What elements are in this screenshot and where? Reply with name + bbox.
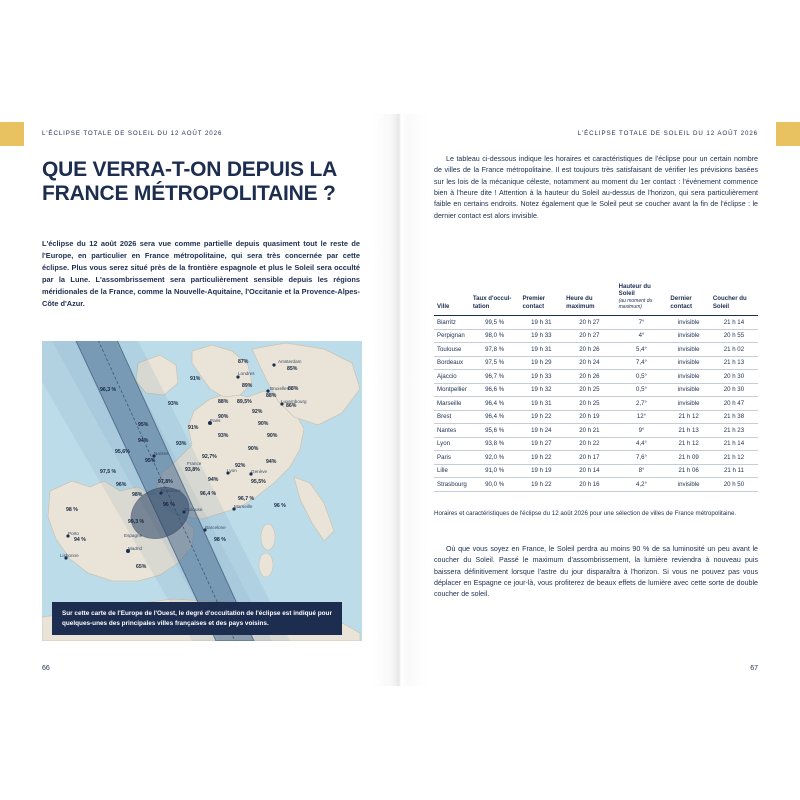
table-cell: 20 h 27 (563, 316, 615, 330)
table-cell: 7,4° (616, 356, 668, 370)
map-occultation-label: 96 % (163, 502, 175, 508)
table-cell: invisible (667, 329, 709, 343)
map-occultation-label: 99,3 % (128, 519, 145, 525)
map-occultation-label: 94% (266, 459, 277, 465)
map-place-label: Marseille (234, 504, 253, 509)
table-cell: 99,5 % (470, 316, 520, 330)
map-occultation-label: 95% (145, 458, 156, 464)
map-place-label: Madrid (128, 546, 143, 551)
table-cell: 20 h 30 (710, 370, 758, 384)
table-cell: 20 h 27 (563, 329, 615, 343)
table-cell: 4° (616, 329, 668, 343)
table-cell-city: Lyon (434, 437, 470, 451)
map-occultation-label: 93% (168, 401, 179, 407)
map-occultation-label: 88% (218, 399, 229, 405)
table-cell: 19 h 22 (519, 410, 563, 424)
table-cell: 91,0 % (470, 464, 520, 478)
map-occultation-label: 94% (208, 477, 219, 483)
map-place-label: Bordeaux (161, 488, 181, 493)
gold-swatch (0, 122, 24, 146)
table-cell: 21 h 02 (710, 343, 758, 357)
table-cell: 21 h 38 (710, 410, 758, 424)
folio-right: 67 (750, 665, 758, 672)
table-col-header: Premier contact (519, 280, 563, 316)
table-cell: 21 h 12 (667, 437, 709, 451)
book-spread (0, 114, 800, 686)
table-col-header: Hauteur du Soleil (au moment du maximum) (616, 280, 668, 316)
table-cell-city: Montpellier (434, 383, 470, 397)
map-occultation-label: 91% (188, 425, 199, 431)
table-cell: 19 h 32 (519, 383, 563, 397)
table-cell: 20 h 47 (710, 397, 758, 411)
table-cell: 19 h 31 (519, 343, 563, 357)
map-occultation-label: 87% (238, 359, 249, 365)
table-row (434, 410, 758, 424)
map-occultation-label: 98% (132, 492, 143, 498)
table-cell: 21 h 09 (667, 451, 709, 465)
table-cell: 21 h 11 (710, 464, 758, 478)
table-cell: invisible (667, 397, 709, 411)
eclipse-table (434, 280, 758, 492)
table-cell: 19 h 33 (519, 370, 563, 384)
table-cell: 21 h 13 (667, 424, 709, 438)
table-cell-city: Lille (434, 464, 470, 478)
map-place-label: Barcelone (205, 525, 226, 530)
table-cell: 20 h 24 (563, 356, 615, 370)
table-cell-city: Strasbourg (434, 478, 470, 492)
map-place-label: Amsterdam (278, 359, 302, 364)
table-cell: 92,0 % (470, 451, 520, 465)
map-place-label: Porto (68, 531, 79, 536)
table-row (434, 397, 758, 411)
map-occultation-label: 65% (136, 564, 147, 570)
paragraph-2: Où que vous soyez en France, le Soleil perdra au moins 90 % de sa luminosité un peu avant le coucher du Soleil. Passé le maximum d'assombrissement, la lumière reviendra à nouveau puis baissera définitivement lorsque l'astre du jour disparaîtra à l'horizon. Si vous ne pouvez pas vous déplacer en Espagne ce jour-là, vous profiterez de beaux effets de lumière avec cette sorte de double coucher de soleil. (434, 545, 758, 599)
table-col-header: Taux d'occul-tation (470, 280, 520, 316)
map-place-label: Toulouse (184, 507, 203, 512)
table-cell: 19 h 27 (519, 437, 563, 451)
table-cell: invisible (667, 370, 709, 384)
table-cell-city: Marseille (434, 397, 470, 411)
map-occultation-label: 95,6% (115, 449, 130, 455)
folio-left: 66 (42, 665, 50, 672)
table-row (434, 478, 758, 492)
map-occultation-label: 93,8% (185, 467, 200, 473)
table-cell: invisible (667, 478, 709, 492)
table-cell: 21 h 12 (667, 410, 709, 424)
table-row (434, 343, 758, 357)
table-cell: 96,7 % (470, 370, 520, 384)
table-cell: 19 h 22 (519, 478, 563, 492)
map-occultation-label: 95,5% (251, 479, 266, 485)
map-place-label: Londres (238, 371, 255, 376)
right-intro-paragraph (434, 154, 758, 230)
map-place-label: Bruxelles (270, 386, 289, 391)
table-cell: invisible (667, 383, 709, 397)
table-cell: 97,8 % (470, 343, 520, 357)
table-cell: 97,5 % (470, 356, 520, 370)
map-occultation-label: 89,5% (237, 399, 252, 405)
map-occultation-label: 85% (287, 366, 298, 372)
table-cell: 20 h 17 (563, 451, 615, 465)
table-cell-city: Ajaccio (434, 370, 470, 384)
table-cell-city: Bordeaux (434, 356, 470, 370)
table-cell-city: Toulouse (434, 343, 470, 357)
map-occultation-label: 94 % (74, 537, 86, 543)
map-occultation-label: 96 % (274, 503, 286, 509)
map-occultation-label: 92% (235, 463, 246, 469)
page-title: QUE VERRA-T-ON DEPUIS LA FRANCE MÉTROPOLITAINE ? (42, 158, 337, 206)
table-cell: invisible (667, 356, 709, 370)
table-cell: 20 h 25 (563, 397, 615, 411)
table-cell-city: Perpignan (434, 329, 470, 343)
map-place-label: Lyon (227, 468, 237, 473)
table-cell: 20 h 50 (710, 478, 758, 492)
map-occultation-label: 88% (288, 386, 299, 392)
table-cell: 0,5° (616, 370, 668, 384)
map-place-label: Espagne (124, 533, 143, 538)
table-cell: 95,6 % (470, 424, 520, 438)
map-place-label: Genève (251, 469, 268, 474)
paragraph-1: Le tableau ci-dessous indique les horaires et caractéristiques de l'éclipse pour un certain nombre de villes de la France métropolitaine. Il est toujours très satisfaisant de vérifier les prévisions basées sur les lois de la mécanique céleste, notamment au moment du 1er contact : l'événement commence bien à l'heure dite ! Attention à la hauteur du Soleil au-dessus de l'horizon, qui sera particulièrement faible en certains endroits. Notez également que le Soleil peut se coucher avant la fin de l'éclipse : le dernier contact est alors invisible. (434, 155, 758, 220)
map-occultation-label: 90% (218, 414, 229, 420)
map-occultation-label: 93% (218, 433, 229, 439)
table-cell: 20 h 19 (563, 410, 615, 424)
map-place-label: Paris (210, 418, 221, 423)
table-cell: 98,0 % (470, 329, 520, 343)
table-col-header: Dernier contact (667, 280, 709, 316)
map-occultation-label: 88% (266, 393, 277, 399)
map-occultation-label: 96,7 % (238, 496, 255, 502)
map-occultation-label: 96% (116, 482, 127, 488)
table-cell-city: Biarritz (434, 316, 470, 330)
map-occultation-label: 96,4 % (200, 491, 217, 497)
table-cell: 96,4 % (470, 410, 520, 424)
table-row (434, 370, 758, 384)
table-cell: 20 h 26 (563, 370, 615, 384)
table-cell: 20 h 22 (563, 437, 615, 451)
gold-swatch-right (776, 122, 800, 146)
running-head-left: L'ÉCLIPSE TOTALE DE SOLEIL DU 12 AOÛT 2026 (42, 130, 223, 137)
map-caption: Sur cette carte de l'Europe de l'Ouest, le degré d'occultation de l'éclipse est indiqué pour quelques-unes des principales villes françaises et des pays voisins. (52, 602, 342, 635)
table-cell: 19 h 24 (519, 424, 563, 438)
table-cell: 2,7° (616, 397, 668, 411)
table-cell: 90,0 % (470, 478, 520, 492)
table-cell: 20 h 21 (563, 424, 615, 438)
map-occultation-label: 92% (252, 409, 263, 415)
left-page (0, 114, 400, 686)
table-cell: invisible (667, 343, 709, 357)
table-cell: 19 h 31 (519, 316, 563, 330)
eclipse-map (42, 341, 362, 641)
map-occultation-label: 94% (138, 438, 149, 444)
table-cell: 12° (616, 410, 668, 424)
table-col-header: Coucher du Soleil (710, 280, 758, 316)
table-cell: invisible (667, 316, 709, 330)
map-place-label: Nantes (154, 451, 169, 456)
table-cell: 21 h 06 (667, 464, 709, 478)
table-row (434, 464, 758, 478)
table-col-header: Ville (434, 280, 470, 316)
table-cell: 19 h 19 (519, 464, 563, 478)
map-occultation-label: 92,7% (202, 454, 217, 460)
table-cell: 7° (616, 316, 668, 330)
table-row (434, 356, 758, 370)
table-cell-city: Nantes (434, 424, 470, 438)
table-cell: 20 h 26 (563, 343, 615, 357)
table-row (434, 437, 758, 451)
map-occultation-label: 86% (286, 403, 297, 409)
table-cell: 21 h 14 (710, 437, 758, 451)
table-cell: 5,4° (616, 343, 668, 357)
intro-paragraph: L'éclipse du 12 août 2026 sera vue comme partielle depuis quasiment tout le reste de l'Europe, en particulier en France métropolitaine, qui sera très concernée par cette éclipse. Plus vous serez situé près de la frontière espagnole et plus le Soleil sera occulté par la Lune. L'assombrissement sera particulièrement sensible depuis les régions méridionales de la France, comme la Nouvelle-Aquitaine, l'Occitanie et la Provence-Alpes-Côte d'Azur. (42, 239, 360, 308)
table-cell: 7,6° (616, 451, 668, 465)
map-occultation-label: 97,5 % (100, 469, 117, 475)
right-page (400, 114, 800, 686)
table-cell: 20 h 25 (563, 383, 615, 397)
table-header-row (434, 280, 758, 316)
table-cell: 20 h 55 (710, 329, 758, 343)
table-cell: 96,6 % (470, 383, 520, 397)
map-occultation-label: 98 % (66, 507, 78, 513)
table-cell: 21 h 12 (710, 451, 758, 465)
table-cell: 96,4 % (470, 397, 520, 411)
table-col-header: Heure du maximum (563, 280, 615, 316)
table-cell: 21 h 14 (710, 316, 758, 330)
map-occultation-label: 95% (138, 422, 149, 428)
closing-block (434, 544, 758, 601)
map-place-label: Lisbonne (60, 553, 79, 558)
table-caption: Horaires et caractéristiques de l'éclipse du 12 août 2026 pour une sélection de villes de France métropolitaine. (434, 510, 737, 517)
table-cell-city: Brest (434, 410, 470, 424)
table-cell: 21 h 23 (710, 424, 758, 438)
table-cell: 4,2° (616, 478, 668, 492)
map-occultation-label: 90% (258, 421, 269, 427)
map-occultation-label: 90% (267, 433, 278, 439)
table-cell-city: Paris (434, 451, 470, 465)
map-occultation-label: 90% (248, 446, 259, 452)
map-occultation-label: 96,3 % (100, 387, 117, 393)
table-cell: 20 h 30 (710, 383, 758, 397)
table-cell: 93,8 % (470, 437, 520, 451)
map-occultation-label: 97,8% (158, 479, 173, 485)
table-row (434, 316, 758, 330)
table-cell: 19 h 31 (519, 397, 563, 411)
map-occultation-label: 93% (176, 441, 187, 447)
table-cell: 21 h 13 (710, 356, 758, 370)
table-cell: 19 h 33 (519, 329, 563, 343)
map-occultation-label: 98 % (214, 537, 226, 543)
map-occultation-label: 89% (242, 383, 253, 389)
map-place-label: France (187, 461, 202, 466)
table-row (434, 451, 758, 465)
table-col-note: (au moment du maximum) (618, 297, 653, 310)
table-body (434, 316, 758, 492)
table-cell: 19 h 29 (519, 356, 563, 370)
table-cell: 4,4° (616, 437, 668, 451)
table-cell: 20 h 14 (563, 464, 615, 478)
table-cell: 0,5° (616, 383, 668, 397)
table-cell: 9° (616, 424, 668, 438)
table-cell: 8° (616, 464, 668, 478)
map-occultation-label: 91% (190, 376, 201, 382)
running-head-right: L'ÉCLIPSE TOTALE DE SOLEIL DU 12 AOÛT 2026 (577, 130, 758, 137)
map-place-label: Luxembourg (281, 399, 307, 404)
table-row (434, 329, 758, 343)
table-row (434, 383, 758, 397)
table-cell: 19 h 22 (519, 451, 563, 465)
table-cell: 20 h 16 (563, 478, 615, 492)
table-row (434, 424, 758, 438)
